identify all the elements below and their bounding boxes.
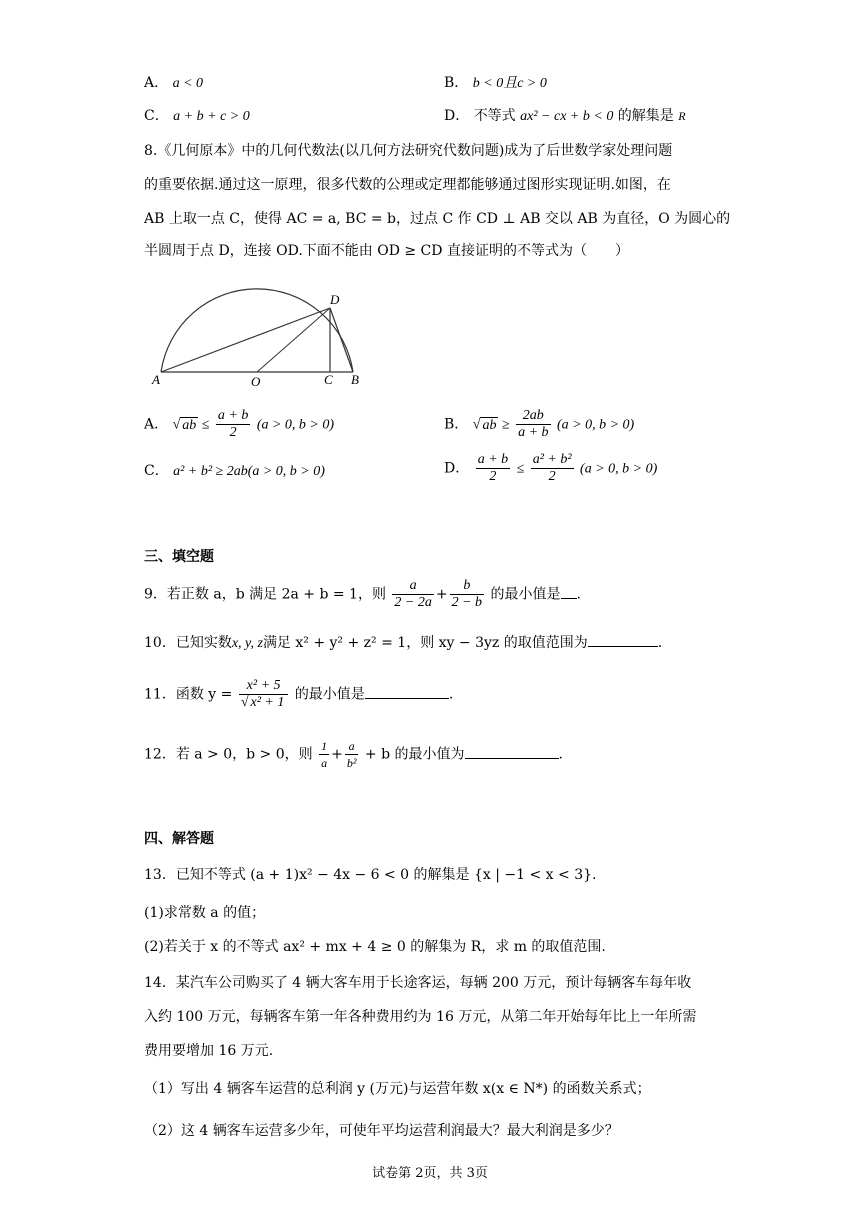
option-text-tail: 的解集是: [617, 108, 674, 124]
q7-option-c: [144, 107, 250, 126]
option-text: a² + b² ≥ 2ab(a > 0, b > 0): [173, 464, 325, 479]
q9-text: 9．若正数 a，b 满足 2a + b = 1，则: [144, 586, 386, 603]
q14-line3: 费用要增加 16 万元.: [144, 1043, 274, 1059]
answer-blank[interactable]: [365, 684, 449, 699]
q13-sub1: (1)求常数 a 的值；: [144, 905, 266, 921]
q9-text-tail: 的最小值是: [490, 586, 561, 603]
page-footer: 试卷第 2页，共 3页: [372, 1166, 488, 1181]
q7-option-d: [444, 107, 686, 126]
answer-blank[interactable]: [465, 744, 559, 759]
option-label: B．: [444, 416, 469, 433]
option-set-r: R: [678, 109, 686, 123]
q8-option-c: [144, 462, 325, 481]
q10-text-mid: 满足 x² + y² + z² = 1，则 xy − 3yz 的取值范围为: [262, 635, 588, 651]
q10-vars: x, y, z: [231, 636, 263, 651]
option-text: a < 0: [172, 76, 204, 91]
q10-end: .: [657, 635, 663, 651]
q8-option-b: B． √ ab ≥ $\frac{2ab}{a + b}$ (a > 0, b > 0): [444, 408, 635, 440]
q11-end: .: [448, 686, 454, 703]
q8-option-a: A． √ ab ≤ $\frac{a + b}{2}$ (a > 0, b > 0): [144, 408, 335, 440]
option-text: 不等式: [473, 108, 516, 124]
q11-text-tail: 的最小值是: [294, 686, 365, 703]
option-label: B．: [444, 75, 469, 91]
q12-text-tail: + b 的最小值为: [364, 746, 465, 763]
q10-text: 10．已知实数: [144, 635, 232, 651]
q7-option-b: [444, 74, 547, 93]
option-text: b < 0且c > 0: [472, 76, 547, 91]
q8-option-d: D． $\frac{a + b}{2}$ ≤ $\frac{\text{a² + b²}}{2}$ (a > 0, b > 0): [444, 452, 658, 484]
option-label: C．: [144, 108, 169, 124]
semicircle-figure: [148, 272, 368, 390]
option-text: (a > 0, b > 0): [580, 461, 658, 477]
segment-db: [330, 308, 353, 372]
option-label: C．: [144, 463, 169, 479]
q8-line4: 半圆周于点 D，连接 OD.下面不能由 OD ≥ CD 直接证明的不等式为（ ）: [144, 243, 629, 259]
section-heading-solve: 四、解答题: [144, 831, 214, 847]
q14-line1: 14．某汽车公司购买了 4 辆大客车用于长途客运，每辆 200 万元，预计每辆客车每年收: [144, 975, 692, 991]
option-text: (a > 0, b > 0): [556, 417, 635, 433]
q14-sub1: （1）写出 4 辆客车运营的总利润 y (万元)与运营年数 x(x ∈ N*) 的函数关系式；: [144, 1081, 651, 1097]
option-text: a + b + c > 0: [173, 109, 250, 124]
answer-blank[interactable]: [588, 632, 658, 647]
q7-option-a: [144, 74, 203, 93]
q14-sub2: （2）这 4 辆客车运营多少年，可使年平均运营利润最大？最大利润是多少？: [144, 1123, 619, 1139]
q8-line3: AB 上取一点 C，使得 AC = a, BC = b，过点 C 作 CD ⊥ AB 交以 AB 为直径，O 为圆心的: [144, 211, 731, 227]
option-label: D．: [444, 460, 470, 477]
option-text: (a > 0, b > 0): [256, 417, 335, 433]
q12: 12．若 a > 0，b > 0，则 $\frac{1}{a}$ + $\frac{a}{\text{b²}}$ + b 的最小值为 .: [144, 739, 563, 770]
q9-end: .: [576, 586, 581, 603]
answer-blank[interactable]: [561, 584, 577, 599]
q12-end: .: [558, 746, 563, 763]
q14-line2: 入约 100 万元，每辆客车第一年各种费用约为 16 万元，从第二年开始每年比上一年所需: [144, 1009, 697, 1025]
label-b: B: [351, 372, 359, 387]
label-d: D: [330, 292, 340, 307]
semicircle-arc: [161, 289, 353, 372]
label-o: O: [251, 374, 261, 389]
segment-ad: [161, 308, 330, 372]
q13-sub2: (2)若关于 x 的不等式 ax² + mx + 4 ≥ 0 的解集为 R，求 m 的取值范围.: [144, 939, 606, 955]
option-label: D．: [444, 108, 470, 124]
option-label: A．: [144, 75, 169, 91]
option-label: A．: [144, 416, 169, 433]
q8-line1: 8.《几何原本》中的几何代数法(以几何方法研究代数问题)成为了后世数学家处理问题: [144, 143, 673, 159]
label-c: C: [324, 372, 333, 387]
q11-text: 11．函数 y =: [144, 686, 233, 703]
q8-line2: 的重要依据.通过这一原理，很多代数的公理或定理都能够通过图形实现证明.如图，在: [144, 177, 671, 193]
section-heading-fill-blank: 三、填空题: [144, 549, 214, 565]
q10: [144, 632, 662, 653]
segment-od: [257, 308, 330, 372]
q11: 11．函数 y = $\frac{\text{x² + 5}}{\text{√ x² + 1}}$ 的最小值是 .: [144, 678, 454, 710]
label-a: A: [152, 372, 160, 387]
option-formula: ax² − cx + b < 0: [520, 109, 614, 124]
q13-line1: 13．已知不等式 (a + 1)x² − 4x − 6 < 0 的解集是 {x | −1 < x < 3}.: [144, 867, 597, 883]
q12-text: 12．若 a > 0，b > 0，则: [144, 746, 313, 763]
q9: 9．若正数 a，b 满足 2a + b = 1，则 $\frac{a}{2 - 2a}$ + $\frac{b}{2 - b}$ 的最小值是 .: [144, 578, 581, 610]
